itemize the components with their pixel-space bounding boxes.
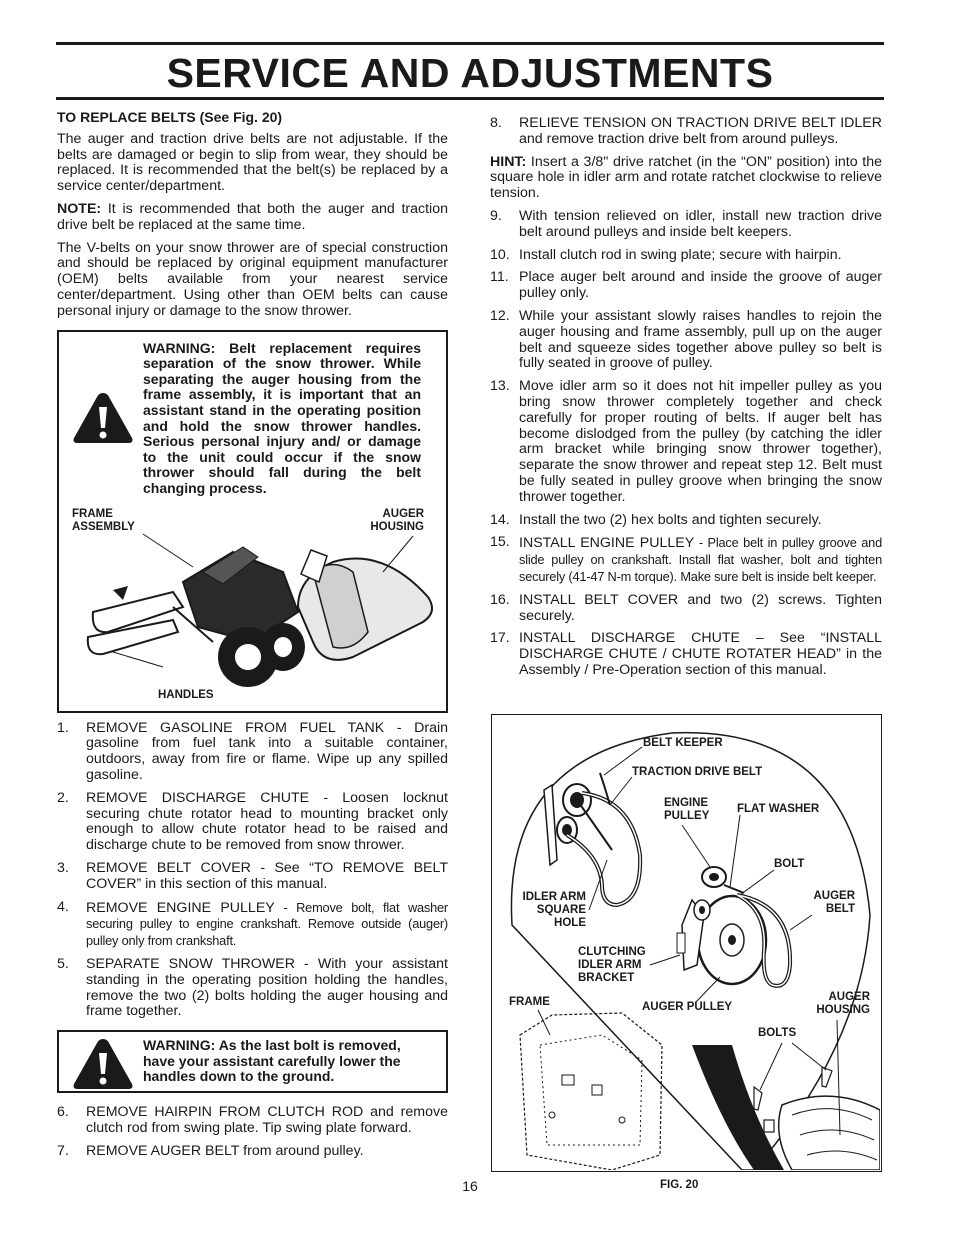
step-text: - Loosen locknut securing chute rotator head to mounting bracket only enough to allow chute rotator head to be raised and discharge chute to be removed from snow thrower.: [86, 789, 448, 854]
step-item: [490, 248, 882, 264]
step-item: [490, 309, 882, 372]
belt-assembly-diagram: [492, 715, 880, 1170]
label-idler-arm-square-hole: [516, 891, 586, 930]
step-item: [57, 1105, 448, 1137]
hint-text: Insert a 3/8" drive ratchet (in the “ON” position) into the square hole in idler arm and rotate ratchet clockwise to relieve tension.: [490, 153, 882, 202]
label-clutching-line2: IDLER ARM: [578, 959, 642, 971]
steps-list-1-5: [57, 721, 448, 1021]
label-bolt: BOLT: [774, 858, 805, 870]
step-number: 8.: [490, 115, 502, 131]
step-text: - With your assistant standing in the operating position holding the handles, remove the two (2) bolts holding the auger housing and frame together.: [86, 955, 448, 1020]
label-idler-line3: HOLE: [554, 917, 586, 929]
step-number: 16.: [490, 591, 510, 608]
label-frame-assembly: [72, 508, 135, 534]
title-rule: [56, 97, 884, 100]
step-text: While your assistant slowly raises handles to rejoin the auger housing and frame assembly, pull up on the auger belt and squeeze sides together above pulley so belt is fully seated in groove of pulley.: [519, 307, 882, 372]
step-text: - Drain gasoline from fuel tank into a suitable container, outdoors, away from fire or flame. Wipe up any spilled gasoline.: [86, 719, 448, 783]
step-number: 15.: [490, 534, 510, 551]
step-number: 10.: [490, 246, 510, 263]
step-text: INSTALL BELT COVER and two (2) screws. Tighten securely.: [519, 591, 882, 624]
step-number: 9.: [490, 207, 502, 224]
label-auger-belt: [809, 890, 855, 916]
step-number: 11.: [490, 269, 509, 286]
warning-text-last-bolt: WARNING: As the last bolt is removed, have your assistant carefully lower the handles down to the ground.: [143, 1037, 401, 1085]
step-number: 6.: [57, 1104, 69, 1121]
steps-list-6-7: [57, 1105, 448, 1159]
label-engine-line1: ENGINE: [664, 797, 709, 809]
label-frame-line2: ASSEMBLY: [72, 520, 135, 533]
right-column: [490, 116, 882, 686]
note-text: It is recommended that both the auger and traction drive belt be replaced at the same time.: [57, 200, 448, 233]
snow-thrower-illustration: [83, 512, 443, 692]
note-label: NOTE:: [57, 200, 102, 217]
step-item: [490, 631, 882, 678]
note-paragraph: [57, 202, 448, 234]
step-text: Install clutch rod in swing plate; secure with hairpin.: [519, 246, 842, 263]
label-clutching-line3: BRACKET: [578, 972, 635, 984]
warning-triangle-icon: [71, 1036, 135, 1092]
step-item: [490, 593, 882, 625]
hint-label: HINT:: [490, 153, 527, 170]
page-title: SERVICE AND ADJUSTMENTS: [166, 50, 774, 96]
step-item: [57, 791, 448, 854]
step-number: 13.: [490, 378, 510, 395]
step-text: from around pulley.: [239, 1142, 364, 1159]
step-number: 17.: [490, 630, 510, 647]
step-item: [57, 957, 448, 1020]
warning-triangle-icon: [71, 390, 135, 446]
step-number: 5.: [57, 955, 69, 972]
steps-list-9-14: [490, 209, 882, 679]
label-auger-housing-line2: HOUSING: [816, 1004, 870, 1016]
step-item: [57, 900, 448, 950]
label-auger-pulley: AUGER PULLEY: [642, 1001, 733, 1013]
step-text: - Place belt in pulley groove and slide pulley on crankshaft. Install flat washer, bolt and tighten securely (41-47 N-m torque). Make sure belt is inside belt keeper.: [519, 535, 882, 584]
step-text: INSTALL DISCHARGE CHUTE – See “INSTALL DISCHARGE CHUTE / CHUTE ROTATER HEAD” in the Assembly / Pre-Operation section of this manual.: [519, 630, 882, 678]
label-frame-line1: FRAME: [72, 507, 113, 520]
step-text: RELIEVE TENSION ON TRACTION DRIVE BELT IDLER and remove traction drive belt from around pulleys.: [519, 115, 882, 147]
step-number: 12.: [490, 307, 510, 324]
label-auger-housing: [370, 508, 424, 534]
label-auger-belt-line1: AUGER: [813, 890, 855, 902]
label-engine-pulley: [664, 797, 709, 823]
left-column: [57, 110, 448, 1167]
label-auger-belt-line2: BELT: [825, 903, 855, 915]
label-belt-keeper: BELT KEEPER: [643, 737, 723, 749]
step-number: 14.: [490, 511, 510, 528]
step-item: [490, 379, 882, 505]
label-auger-housing: [810, 991, 870, 1017]
step-lead: REMOVE AUGER BELT: [86, 1142, 240, 1159]
step-text: With tension relieved on idler, install new traction drive belt around pulleys and inside belt keepers.: [519, 207, 882, 240]
label-auger-line2: HOUSING: [370, 520, 424, 533]
warning-box-last-bolt: [57, 1030, 448, 1093]
step-text: - See “TO REMOVE BELT COVER” in this section of this manual.: [86, 859, 448, 892]
label-idler-line1: IDLER ARM: [522, 891, 586, 903]
step-item: [490, 513, 882, 529]
step-number: 4.: [57, 898, 69, 915]
label-traction-drive-belt: TRACTION DRIVE BELT: [632, 766, 763, 778]
step-item: [57, 861, 448, 893]
step-lead: REMOVE DISCHARGE CHUTE: [86, 789, 310, 806]
step-lead: REMOVE GASOLINE FROM FUEL TANK: [86, 719, 385, 736]
section-heading: TO REPLACE BELTS (See Fig. 20): [57, 109, 283, 125]
step-number: 1.: [57, 719, 69, 736]
label-engine-line2: PULLEY: [664, 810, 710, 822]
step-text: Place auger belt around and inside the groove of auger pulley only.: [519, 269, 882, 302]
warning-text-belt-replacement: WARNING: Belt replacement requires separation of the snow thrower. While separating the auger housing from the frame assembly, it is important that an assistant stand in the operating position and hold the snow thrower handles. Serious personal injury and/ or damage to the unit could occur if the snow thrower should fall during the belt changing process.: [143, 339, 421, 496]
steps-list-8: [490, 116, 882, 148]
step-lead: INSTALL ENGINE PULLEY: [519, 535, 695, 552]
step-lead: SEPARATE SNOW THROWER: [86, 955, 295, 972]
page-number: 16: [462, 1178, 478, 1194]
step-lead: REMOVE BELT COVER: [86, 859, 251, 876]
label-handles: HANDLES: [158, 688, 214, 701]
step-item: [490, 535, 882, 585]
step-item: [57, 1144, 448, 1160]
label-clutching-idler-arm-bracket: [578, 946, 646, 985]
step-item: [490, 116, 882, 148]
label-idler-line2: SQUARE: [536, 904, 586, 916]
figure-20-box: [491, 714, 882, 1172]
step-number: 3.: [57, 859, 69, 876]
label-bolts: BOLTS: [758, 1027, 797, 1039]
step-lead: REMOVE HAIRPIN FROM CLUTCH ROD: [86, 1104, 364, 1121]
step-text: Move idler arm so it does not hit impeller pulley as you bring snow thrower completely together and check carefully for proper routing of belts. If auger belt has become dislodged from the pulley (by catching the idler arm bracket while bringing snow thrower together), separate the snow thrower and repeat step 12. Belt must be fully seated in pulley groove when bringing the snow thrower together.: [519, 378, 882, 505]
step-text: and remove clutch rod from swing plate. Tip swing plate forward.: [86, 1104, 448, 1136]
label-auger-line1: AUGER: [382, 507, 424, 520]
warning-box-belt-replacement: [57, 330, 448, 713]
step-number: 2.: [57, 789, 69, 806]
label-flat-washer: FLAT WASHER: [737, 803, 820, 815]
step-item: [490, 209, 882, 241]
label-clutching-line1: CLUTCHING: [578, 946, 646, 958]
paragraph-belts-not-adjustable: The auger and traction drive belts are not adjustable. If the belts are damaged or begin to slip from wear, they should be replaced. It is recommended that the belt(s) be replaced by a service center/department.: [57, 130, 448, 195]
label-frame: FRAME: [509, 996, 550, 1008]
paragraph-v-belts: The V-belts on your snow thrower are of special construction and should be replaced by original equipment manufacturer (OEM) belts available from your nearest service center/department. Using other than OEM belts can cause personal injury or damage to the snow thrower.: [57, 239, 448, 319]
top-rule: [56, 42, 884, 45]
step-text: Install the two (2) hex bolts and tighten securely.: [519, 511, 822, 528]
label-auger-housing-line1: AUGER: [828, 991, 870, 1003]
step-number: 7.: [57, 1142, 69, 1159]
step-item: [57, 721, 448, 784]
step-text: - Remove bolt, flat washer securing pulley to engine crankshaft. Remove outside (auger) pulley only from crankshaft.: [86, 899, 448, 949]
figure-caption: FIG. 20: [660, 1179, 699, 1191]
hint-paragraph: [490, 155, 882, 202]
step-item: [490, 270, 882, 302]
step-lead: REMOVE ENGINE PULLEY: [86, 899, 275, 916]
